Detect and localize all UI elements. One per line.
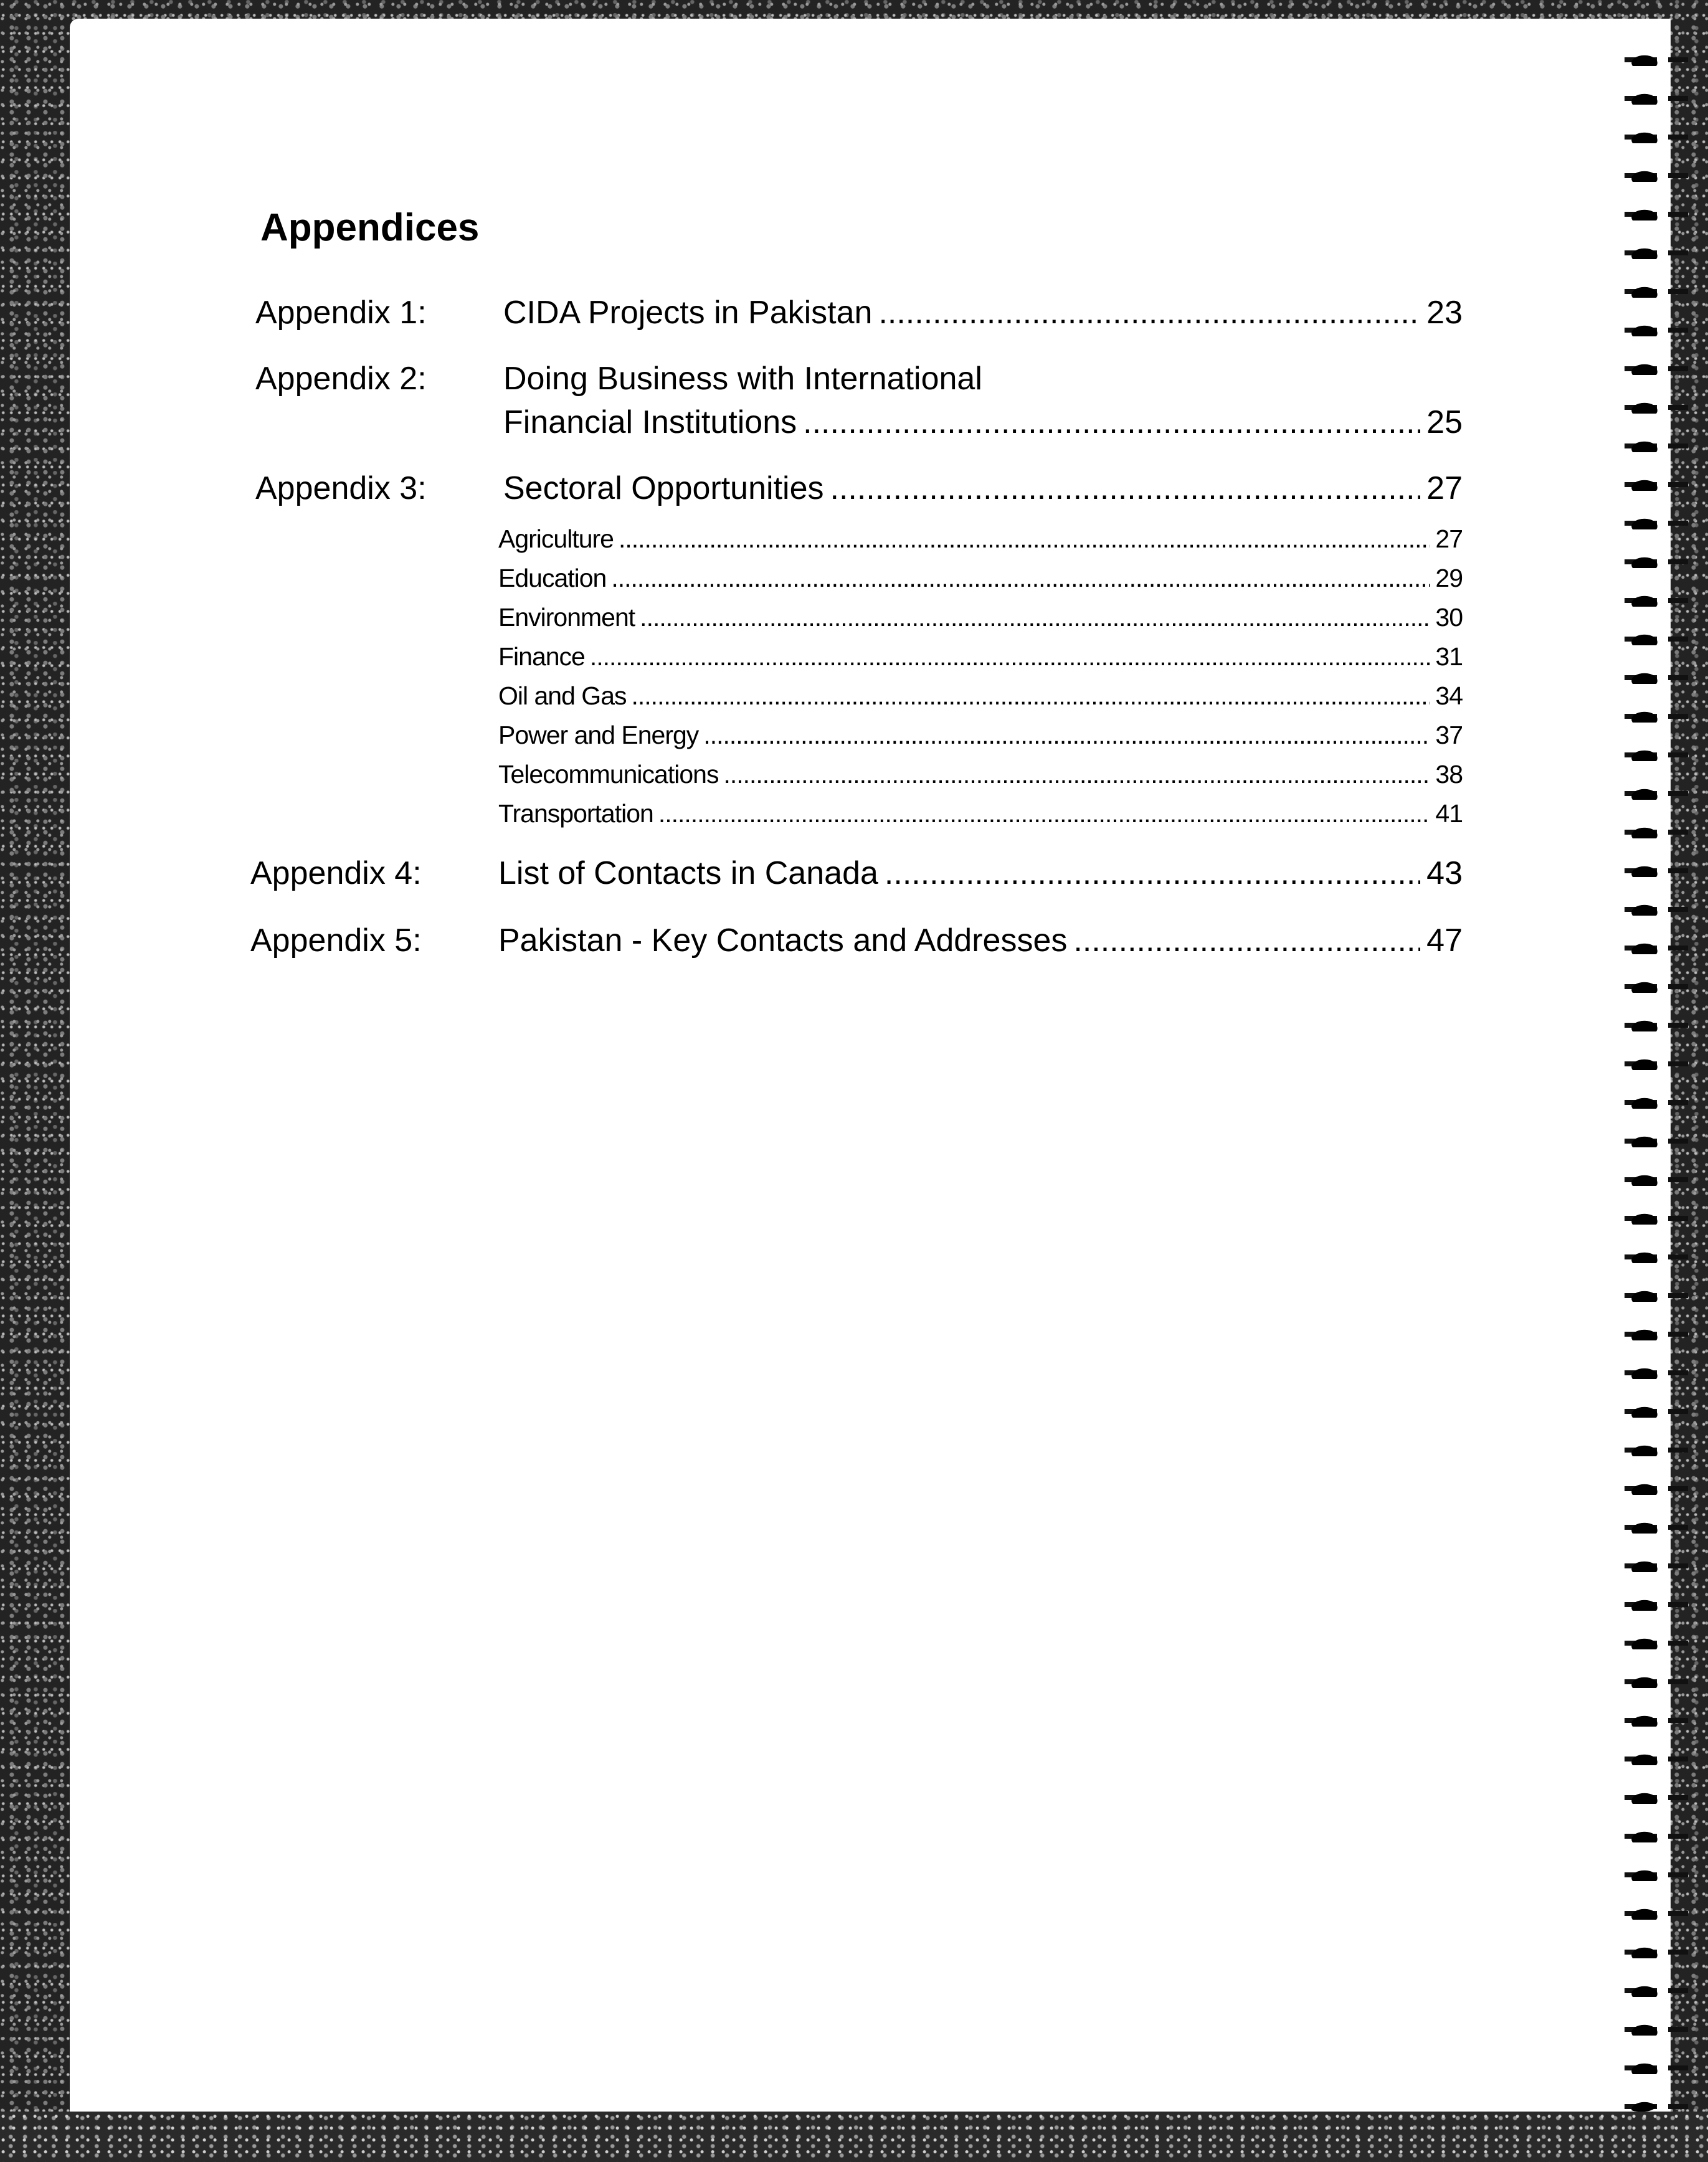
- appendix-title: List of Contacts in Canada: [498, 855, 878, 891]
- page-title: Appendices: [260, 206, 480, 249]
- sector-row: [498, 721, 1463, 750]
- page-number: 27: [1426, 470, 1463, 506]
- sector-row: [498, 524, 1463, 554]
- dot-leader: [619, 524, 1430, 554]
- sector-page: 27: [1435, 524, 1463, 553]
- page-number: 47: [1426, 922, 1463, 959]
- dot-leader: [632, 681, 1431, 711]
- dot-leader: [723, 760, 1430, 789]
- sector-page: 30: [1435, 603, 1463, 632]
- page-number: 23: [1426, 295, 1463, 331]
- sector-title: Transportation: [498, 799, 653, 828]
- sector-title: Power and Energy: [498, 721, 699, 749]
- sector-title: Environment: [498, 603, 635, 632]
- dot-leader: [878, 294, 1420, 331]
- sector-row: [498, 603, 1463, 632]
- sector-row: [498, 564, 1463, 593]
- toc-entry-line1: [503, 360, 1463, 397]
- toc-entry: [503, 404, 1463, 441]
- sector-title: Telecommunications: [498, 760, 719, 789]
- appendix-title-line1: Doing Business with International: [503, 361, 982, 397]
- sector-page: 37: [1435, 721, 1463, 749]
- appendix-label: Appendix 5:: [250, 922, 422, 959]
- sector-row: [498, 760, 1463, 789]
- document-page: [70, 19, 1671, 2112]
- toc-entry: [503, 294, 1463, 331]
- sector-title: Education: [498, 564, 607, 592]
- sector-page: 34: [1435, 681, 1463, 710]
- sector-page: 41: [1435, 799, 1463, 828]
- sector-title: Finance: [498, 642, 585, 671]
- dot-leader: [885, 855, 1420, 892]
- sector-page: 29: [1435, 564, 1463, 592]
- appendix-title: Sectoral Opportunities: [503, 470, 824, 506]
- sector-row: [498, 642, 1463, 671]
- dot-leader: [590, 642, 1431, 671]
- sector-page: 38: [1435, 760, 1463, 789]
- dot-leader: [703, 721, 1430, 750]
- dot-leader: [640, 603, 1430, 632]
- dot-leader: [658, 799, 1431, 828]
- appendix-label: Appendix 2:: [255, 361, 427, 397]
- bottom-scan-strip: [0, 2112, 1708, 2162]
- appendix-label: Appendix 3:: [255, 470, 427, 506]
- toc-entry: [503, 470, 1463, 507]
- dot-leader: [1073, 922, 1420, 959]
- sector-title: Agriculture: [498, 524, 614, 553]
- spiral-binding-rings: [1620, 44, 1663, 2112]
- sector-row: [498, 799, 1463, 828]
- appendix-title-line2: Financial Institutions: [503, 404, 797, 440]
- sector-title: Oil and Gas: [498, 681, 627, 710]
- toc-entry: [498, 855, 1463, 892]
- appendix-label: Appendix 4:: [250, 855, 422, 891]
- toc-entry: [498, 922, 1463, 959]
- page-number: 25: [1426, 404, 1463, 440]
- appendix-label: Appendix 1:: [255, 295, 427, 331]
- appendix-title: CIDA Projects in Pakistan: [503, 295, 873, 331]
- dot-leader: [830, 470, 1421, 507]
- appendix-title: Pakistan - Key Contacts and Addresses: [498, 922, 1068, 959]
- page-number: 43: [1426, 855, 1463, 891]
- dot-leader: [803, 404, 1420, 441]
- sector-row: [498, 681, 1463, 711]
- sector-page: 31: [1435, 642, 1463, 671]
- dot-leader: [611, 564, 1430, 593]
